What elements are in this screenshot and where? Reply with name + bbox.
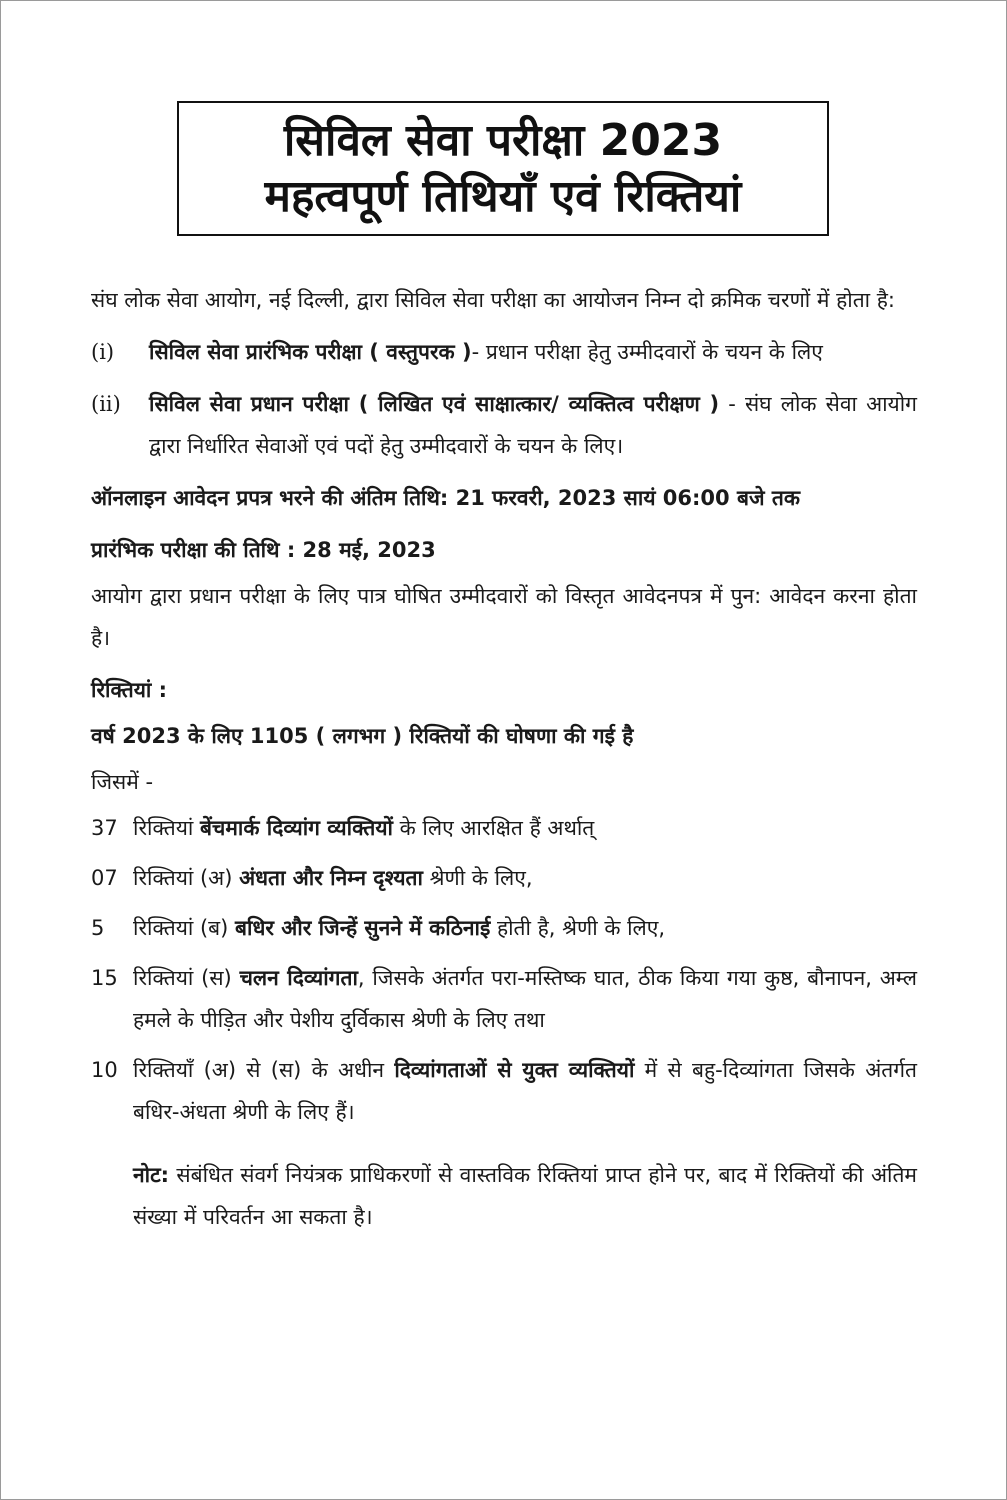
document-body [91,279,917,1259]
vacancy-prefix: रिक्तियां (अ) [133,866,240,890]
title-line-1: सिविल सेवा परीक्षा 2023 [283,114,723,166]
vacancy-text [133,907,917,949]
vacancy-prefix: रिक्तियाँ (अ) से (स) के अधीन [133,1058,395,1082]
vacancy-suffix: होती है, श्रेणी के लिए, [490,916,666,940]
stage-text [149,383,917,467]
vacancy-item [91,857,917,899]
stage-description: - संघ लोक सेवा आयोग द्वारा निर्धारित सेवाओं एवं पदों हेतु उम्मीदवारों के चयन के लिए। [149,392,917,458]
vacancy-item [91,957,917,1041]
vacancy-prefix: रिक्तियां [133,816,200,840]
stage-title: सिविल सेवा प्रधान परीक्षा ( लिखित एवं साक्षात्कार/ व्यक्तित्व परीक्षण ) [149,392,720,416]
vacancy-suffix: श्रेणी के लिए, [422,866,533,890]
stage-title: सिविल सेवा प्रारंभिक परीक्षा ( वस्तुपरक ) [149,340,472,364]
reapply-paragraph: आयोग द्वारा प्रधान परीक्षा के लिए पात्र घोषित उम्मीदवारों को विस्तृत आवेदनपत्र में पुन: आवेदन करना होता है। [91,584,917,650]
stage-item [91,383,917,467]
vacancy-suffix: में से बहु-दिव्यांगता जिसके अंतर्गत बधिर-अंधता श्रेणी के लिए हैं। [133,1058,917,1124]
vacancy-text [133,807,917,849]
stage-item [91,331,917,373]
stage-number: (ii) [91,392,121,416]
title-box [177,101,829,236]
of-which-label: जिसमें - [91,770,154,794]
intro-paragraph: संघ लोक सेवा आयोग, नई दिल्ली, द्वारा सिविल सेवा परीक्षा का आयोजन निम्न दो क्रमिक चरणों में होता है: [91,288,896,312]
vacancy-item [91,1049,917,1133]
vacancy-category: अंधता और निम्न दृश्यता [239,866,423,890]
title-line-2: महत्वपूर्ण तिथियाँ एवं रिक्तियां [264,170,742,222]
vacancy-category: दिव्यांगताओं से युक्त व्यक्तियों [394,1058,635,1082]
last-date-line: ऑनलाइन आवेदन प्रपत्र भरने की अंतिम तिथि: 21 फरवरी, 2023 सायं 06:00 बजे तक [91,486,800,510]
vacancy-suffix: के लिए आरक्षित हैं अर्थात् [392,816,595,840]
vacancy-count: 15 [91,966,118,990]
vacancy-category: चलन दिव्यांगता [239,966,358,990]
vacancy-prefix: रिक्तियां (ब) [133,916,236,940]
vacancy-count: 5 [91,916,105,940]
vacancy-item [91,807,917,849]
note-text: संबंधित संवर्ग नियंत्रक प्राधिकरणों से वास्तविक रिक्तियां प्राप्त होने पर, बाद में रिक्तियों की अंतिम संख्या में परिवर्तन आ सकता है। [133,1163,917,1229]
vacancy-count: 37 [91,816,118,840]
vacancy-suffix: , जिसके अंतर्गत परा-मस्तिष्क घात, ठीक किया गया कुष्ठ, बौनापन, अम्ल हमले के पीड़ित और पेशीय दुर्विकास श्रेणी के लिए तथा [133,966,917,1032]
vacancy-prefix: रिक्तियां (स) [133,966,240,990]
vacancy-count: 07 [91,866,118,890]
stage-description: - प्रधान परीक्षा हेतु उम्मीदवारों के चयन के लिए [471,340,823,364]
stage-number: (i) [91,340,115,364]
vacancy-text [133,1049,917,1133]
vacancy-text [133,957,917,1041]
vacancy-category: बेंचमार्क दिव्यांग व्यक्तियों [200,816,393,840]
vacancy-text [133,857,917,899]
vacancy-category: बधिर और जिन्हें सुनने में कठिनाई [235,916,491,940]
note-label: नोट: [133,1163,170,1187]
vacancies-heading: रिक्तियां : [91,678,168,702]
vacancy-item [91,907,917,949]
vacancies-announcement: वर्ष 2023 के लिए 1105 ( लगभग ) रिक्तियों की घोषणा की गई है [91,724,634,748]
vacancy-count: 10 [91,1058,118,1082]
stage-text [149,331,917,373]
prelims-date-line: प्रारंभिक परीक्षा की तिथि : 28 मई, 2023 [91,538,436,562]
note-paragraph [133,1154,917,1238]
